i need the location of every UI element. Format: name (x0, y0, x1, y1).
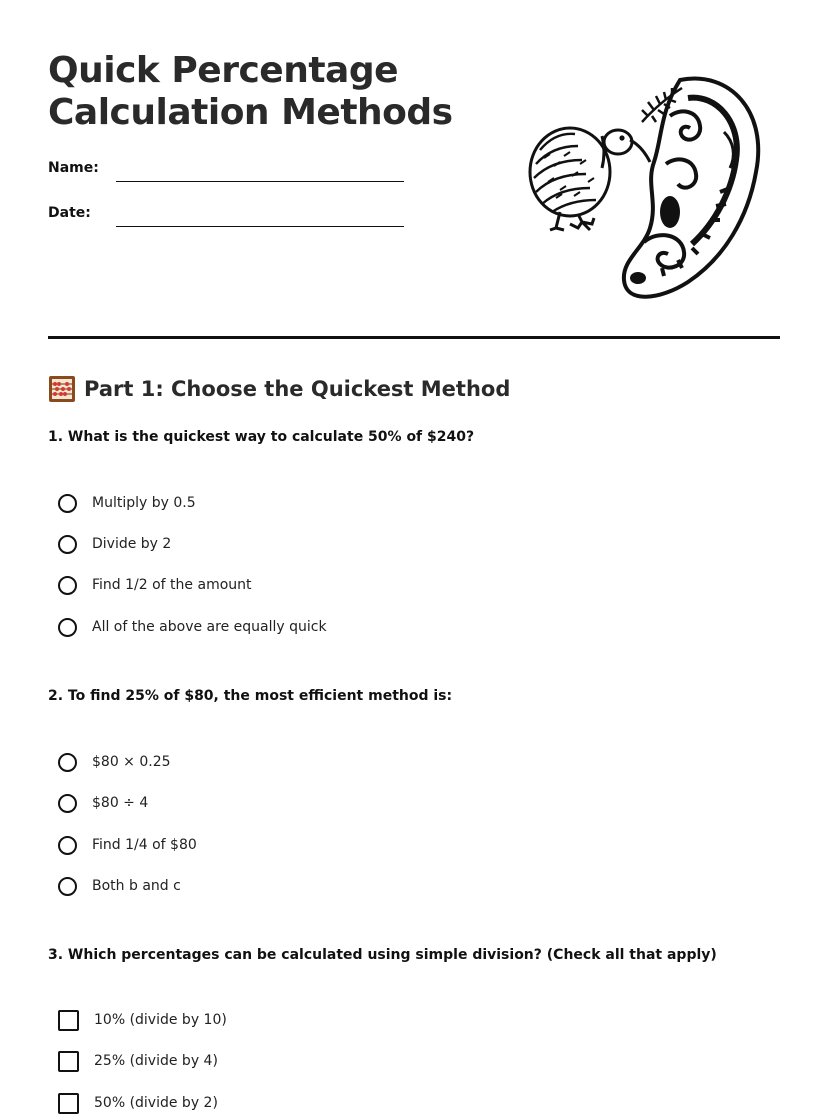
q1-option-c[interactable] (58, 573, 252, 597)
checkbox[interactable] (58, 1010, 79, 1031)
option-label: $80 × 0.25 (92, 754, 171, 770)
date-field[interactable] (116, 226, 404, 227)
section-heading-part-1 (48, 374, 510, 404)
option-label: Divide by 2 (92, 536, 172, 552)
option-label: All of the above are equally quick (92, 619, 327, 635)
kiwi-bird-illustration (520, 72, 770, 308)
q2-option-c[interactable] (58, 833, 197, 857)
radio-button[interactable] (58, 494, 77, 513)
name-label: Name: (48, 160, 99, 176)
option-label: 50% (divide by 2) (94, 1095, 218, 1111)
option-label: Find 1/4 of $80 (92, 837, 197, 853)
q1-option-d[interactable] (58, 615, 327, 639)
checkbox[interactable] (58, 1051, 79, 1072)
question-3: 3. Which percentages can be calculated using simple division? (Check all that apply) (48, 947, 717, 963)
radio-button[interactable] (58, 576, 77, 595)
abacus-icon (48, 375, 76, 403)
option-label: Both b and c (92, 878, 181, 894)
question-2: 2. To find 25% of $80, the most efficient method is: (48, 688, 453, 704)
option-label: 10% (divide by 10) (94, 1012, 227, 1028)
name-field[interactable] (116, 181, 404, 182)
q2-option-a[interactable] (58, 750, 171, 774)
option-label: Multiply by 0.5 (92, 495, 196, 511)
radio-button[interactable] (58, 753, 77, 772)
title-line-1: Quick Percentage (48, 50, 399, 91)
radio-button[interactable] (58, 618, 77, 637)
option-label: Find 1/2 of the amount (92, 577, 252, 593)
radio-button[interactable] (58, 836, 77, 855)
q2-option-b[interactable] (58, 791, 148, 815)
worksheet-title (48, 50, 453, 134)
option-label: $80 ÷ 4 (92, 795, 149, 811)
option-label: 25% (divide by 4) (94, 1053, 218, 1069)
header-divider (48, 336, 780, 339)
date-label: Date: (48, 205, 91, 221)
radio-button[interactable] (58, 877, 77, 896)
radio-button[interactable] (58, 535, 77, 554)
question-1: 1. What is the quickest way to calculate 50% of $240? (48, 429, 475, 445)
q3-option-c[interactable] (58, 1091, 218, 1115)
checkbox[interactable] (58, 1093, 79, 1114)
title-line-2: Calculation Methods (48, 92, 453, 133)
kiwi-bird-icon (530, 128, 650, 230)
q3-option-b[interactable] (58, 1049, 218, 1073)
q2-option-d[interactable] (58, 874, 181, 898)
q1-option-a[interactable] (58, 491, 196, 515)
radio-button[interactable] (58, 794, 77, 813)
section-heading-text: Part 1: Choose the Quickest Method (84, 377, 511, 401)
q1-option-b[interactable] (58, 532, 171, 556)
q3-option-a[interactable] (58, 1008, 227, 1032)
